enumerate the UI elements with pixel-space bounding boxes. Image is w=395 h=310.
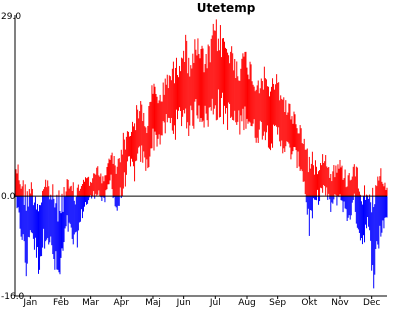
x-tick-label-nov: Nov (331, 298, 349, 308)
y-tick-label: 29.0 (1, 12, 22, 22)
x-tick-label-feb: Feb (53, 298, 69, 308)
y-tick-label: -16.0 (1, 292, 25, 302)
x-tick-label-maj: Maj (145, 298, 161, 308)
y-tick-label: 0.0 (1, 192, 16, 203)
x-tick-label-jan: Jan (23, 298, 38, 308)
x-tick-label-apr: Apr (113, 298, 130, 308)
x-tick-label-sep: Sep (269, 298, 287, 308)
x-tick-label-jul: Jul (209, 298, 221, 308)
y-tick-labels (1, 12, 25, 302)
x-tick-label-mar: Mar (82, 298, 100, 308)
x-tick-label-dec: Dec (362, 298, 381, 308)
x-tick-label-aug: Aug (238, 298, 256, 308)
x-tick-labels (22, 296, 380, 308)
x-tick-label-okt: Okt (301, 298, 318, 308)
x-tick-label-jun: Jun (176, 298, 191, 308)
chart-title: Utetemp (196, 1, 256, 15)
series-layer (15, 19, 387, 288)
